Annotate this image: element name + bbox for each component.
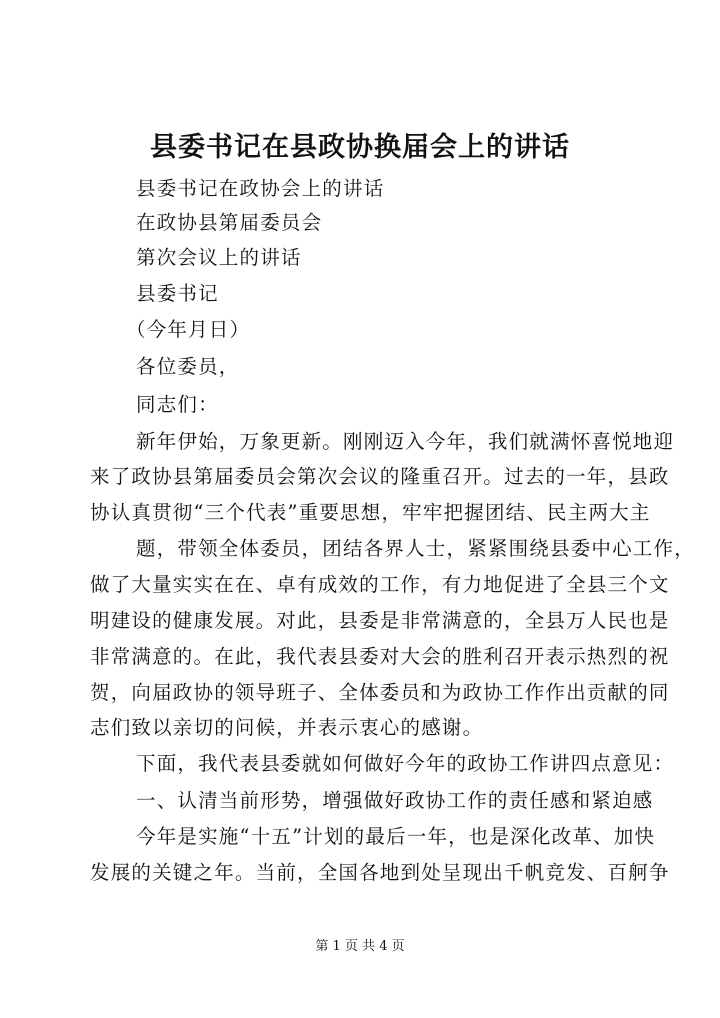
paragraph-line: 今年是实施“十五”计划的最后一年，也是深化改革、加快 (136, 825, 656, 848)
salutation-line-2: 同志们： (136, 393, 219, 416)
document-title: 县委书记在县政协换届会上的讲话 (150, 132, 570, 163)
section-heading: 一、认清当前形势，增强做好政协工作的责任感和紧迫感 (136, 789, 654, 812)
paragraph-line: 非常满意的。在此，我代表县委对大会的胜利召开表示热烈的祝 (90, 645, 670, 668)
paragraph-line: 下面，我代表县委就如何做好今年的政协工作讲四点意见： (136, 752, 675, 775)
subtitle-line: 县委书记在政协会上的讲话 (136, 177, 385, 200)
paragraph-line: 题，带领全体委员，团结各界人士，紧紧围绕县委中心工作， (136, 537, 695, 560)
paragraph-line: 协认真贯彻“三个代表”重要思想，牢牢把握团结、民主两大主 (90, 501, 651, 524)
date-line: （今年月日） (126, 318, 251, 341)
salutation-line-1: 各位委员， (136, 355, 240, 378)
meeting-line-2: 第次会议上的讲话 (136, 246, 302, 269)
paragraph-line: 做了大量实实在在、卓有成效的工作，有力地促进了全县三个文 (90, 573, 670, 596)
paragraph-line: 志们致以亲切的问候，并表示衷心的感谢。 (90, 716, 484, 739)
paragraph-line: 来了政协县第届委员会第次会议的隆重召开。过去的一年，县政 (90, 465, 670, 488)
meeting-line-1: 在政协县第届委员会 (136, 211, 323, 234)
speaker-line: 县委书记 (136, 282, 219, 305)
page-footer: 第 1 页 共 4 页 (315, 939, 405, 954)
paragraph-line: 新年伊始，万象更新。刚刚迈入今年，我们就满怀喜悦地迎 (136, 430, 675, 453)
paragraph-line: 发展的关键之年。当前，全国各地到处呈现出千帆竞发、百舸争 (90, 861, 670, 884)
paragraph-line: 贺，向届政协的领导班子、全体委员和为政协工作作出贡献的同 (90, 681, 670, 704)
paragraph-line: 明建设的健康发展。对此，县委是非常满意的，全县万人民也是 (90, 609, 670, 632)
